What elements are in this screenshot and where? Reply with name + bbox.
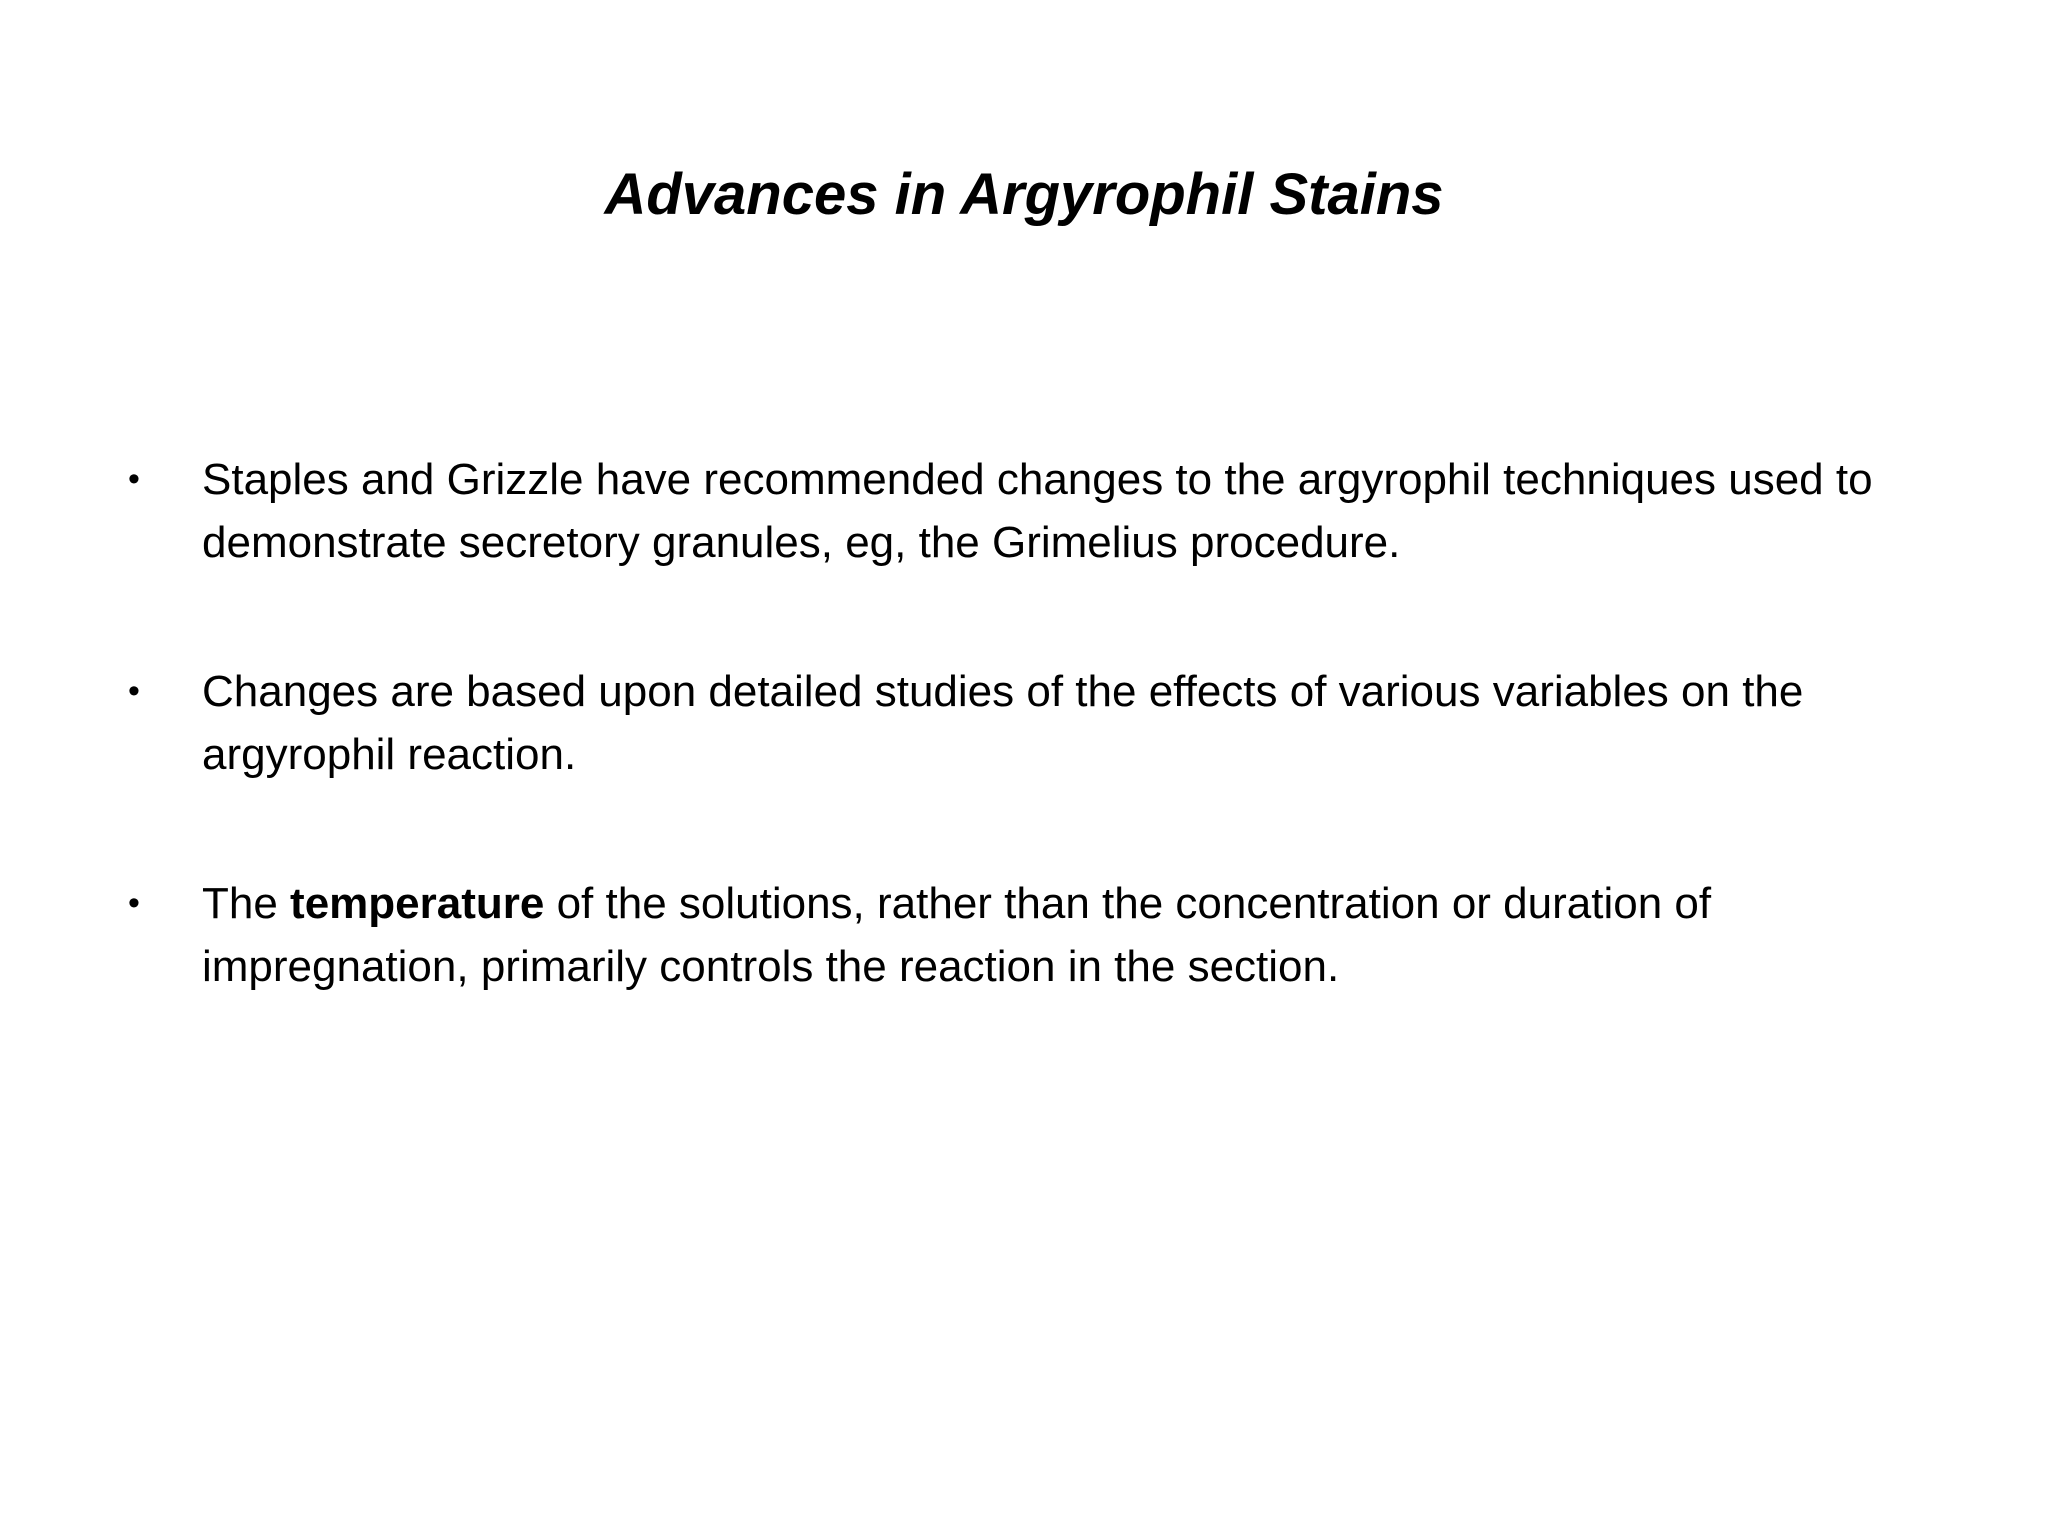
bullet-item-2 xyxy=(120,660,1960,786)
bullet-icon: • xyxy=(128,884,140,922)
bullet-text-emphasis: temperature xyxy=(290,879,545,928)
bullet-text-end: of the solutions, rather than the concentration or duration of impregnation, primarily controls the reaction in the section. xyxy=(202,879,1712,991)
bullet-text xyxy=(202,879,1711,991)
bullet-icon: • xyxy=(128,672,140,710)
bullet-text: Changes are based upon detailed studies of the effects of various variables on the argyrophil reaction. xyxy=(202,667,1804,779)
bullet-text-start: The xyxy=(202,879,291,928)
bullet-list xyxy=(120,448,1960,998)
bullet-item-3 xyxy=(120,872,1960,998)
bullet-icon: • xyxy=(128,460,140,498)
bullet-text: Staples and Grizzle have recommended changes to the argyrophil techniques used to demonstrate secretory granules, eg, the Grimelius procedure. xyxy=(202,455,1873,567)
bullet-item-1 xyxy=(120,448,1960,574)
slide-title: Advances in Argyrophil Stains xyxy=(604,162,1444,227)
